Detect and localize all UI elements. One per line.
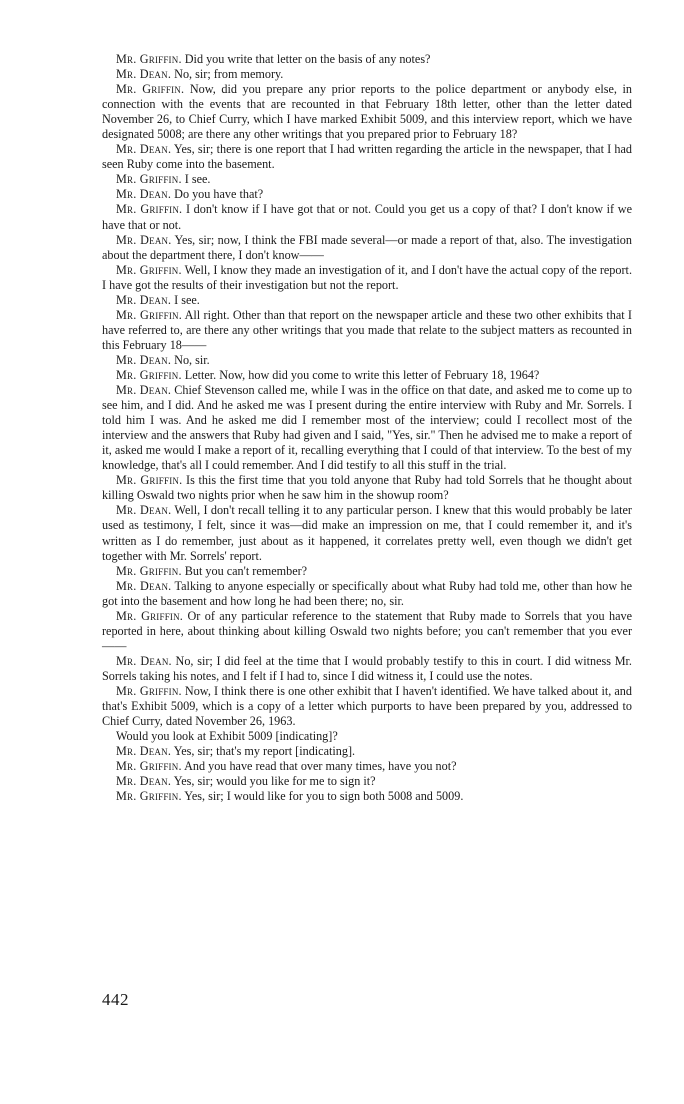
speaker-name: Mr. Griffin.	[116, 789, 182, 804]
transcript-paragraph	[102, 579, 632, 609]
transcript-paragraph	[102, 263, 632, 293]
speaker-name: Mr. Griffin.	[116, 473, 183, 488]
speaker-name: Mr. Dean.	[116, 67, 172, 82]
utterance-text: Now, I think there is one other exhibit that I haven't identified. We have talked about it, and that's Exhibit 5009, which is a copy of a letter which purports to have been prepared by you, addressed to Chief Curry, dated November 26, 1963.	[102, 683, 632, 729]
speaker-name: Mr. Dean.	[116, 653, 172, 668]
transcript-paragraph	[102, 82, 632, 142]
utterance-text: Or of any particular reference to the statement that Ruby made to Sorrels that you have reported in here, about thinking about killing Oswald two nights before; you can't remember that you ever——	[102, 608, 632, 653]
speaker-name: Mr. Dean.	[116, 352, 172, 367]
transcript-paragraph	[102, 759, 632, 774]
transcript-paragraph	[102, 789, 632, 804]
transcript-paragraph	[102, 368, 632, 383]
speaker-name: Mr. Dean.	[116, 578, 172, 593]
speaker-name: Mr. Griffin.	[116, 172, 182, 187]
transcript-paragraph	[102, 503, 632, 563]
speaker-name: Mr. Dean.	[116, 383, 172, 398]
page-number: 442	[102, 990, 129, 1009]
speaker-name: Mr. Griffin.	[116, 262, 182, 277]
utterance-text: Now, did you prepare any prior reports to the police department or anybody else, in connection with the events that are recounted in that February 18th letter, other than the letter dated November 26, to Chief Curry, which I have marked Exhibit 5009, and this interview report, which we have designated 5008; are there any other writings that you prepared prior to February 18?	[102, 82, 632, 142]
utterance-text: Did you write that letter on the basis of any notes?	[181, 52, 431, 66]
utterance-text: No, sir.	[171, 352, 210, 367]
speaker-name: Mr. Dean.	[116, 503, 172, 518]
speaker-name: Mr. Dean.	[116, 142, 172, 157]
utterance-text: Yes, sir; that's my report [indicating].	[171, 744, 356, 759]
utterance-text: Yes, sir; would you like for me to sign it?	[171, 774, 376, 789]
speaker-name: Mr. Dean.	[116, 774, 172, 789]
transcript-paragraph	[102, 353, 632, 368]
speaker-name: Mr. Griffin.	[116, 608, 184, 623]
utterance-text: Do you have that?	[171, 187, 264, 202]
speaker-name: Mr. Dean.	[116, 232, 172, 247]
transcript-paragraph	[102, 187, 632, 202]
utterance-text: And you have read that over many times, have you not?	[181, 759, 457, 774]
transcript-paragraph	[102, 202, 632, 232]
transcript-paragraph	[102, 744, 632, 759]
utterance-text: No, sir; I did feel at the time that I would probably testify to this in court. I did witness Mr. Sorrels taking his notes, and I felt if I had to, since I did witness it, I could use the notes.	[102, 653, 632, 683]
utterance-text: I see.	[181, 172, 211, 187]
utterance-text: Chief Stevenson called me, while I was in the office on that date, and asked me to come up to see him, and I did. And he asked me was I present during the entire interview with Ruby and Mr. Sorrels. I told him I was. And he asked me did I remember most of the interview; could I recollect most of the interview and the answers that Ruby had given and I said, "Yes, sir." Then he advised me to make a report of it, asked me would I make a report of it, recalling everything that I could of that interview. To the best of my knowledge, that's all I could remember. And I did testify to all this stuff in the trial.	[102, 383, 632, 473]
utterance-text: Is this the first time that you told anyone that Ruby had told Sorrels that he thought about killing Oswald two nights prior when he saw him in the showup room?	[102, 473, 632, 503]
transcript-paragraph	[102, 654, 632, 684]
transcript-paragraph	[102, 564, 632, 579]
transcript-paragraph	[102, 729, 632, 744]
speaker-name: Mr. Griffin.	[116, 759, 182, 774]
utterance-text: Would you look at Exhibit 5009 [indicating]?	[116, 729, 338, 744]
utterance-text: Well, I know they made an investigation of it, and I don't have the actual copy of the report. I have got the results of their investigation but not the report.	[102, 262, 632, 292]
speaker-name: Mr. Griffin.	[116, 52, 182, 66]
speaker-name: Mr. Griffin.	[116, 307, 182, 322]
speaker-name: Mr. Dean.	[116, 187, 172, 202]
speaker-name: Mr. Dean.	[116, 292, 172, 307]
transcript-paragraph	[102, 233, 632, 263]
speaker-name: Mr. Griffin.	[116, 367, 182, 382]
speaker-name: Mr. Dean.	[116, 744, 172, 759]
utterance-text: Well, I don't recall telling it to any particular person. I knew that this would probably be later used as testimony, I felt, since it was—did make an impression on me, that I could remember it, and it's written as I do remember, just about as it happened, it correlates pretty well, even though we didn't get together with Mr. Sorrels' report.	[102, 503, 632, 563]
utterance-text: I don't know if I have got that or not. Could you get us a copy of that? I don't know if we have that or not.	[102, 202, 632, 232]
utterance-text: Yes, sir; I would like for you to sign both 5008 and 5009.	[181, 789, 464, 804]
speaker-name: Mr. Griffin.	[116, 683, 182, 698]
utterance-text: Yes, sir; there is one report that I had written regarding the article in the newspaper, that I had seen Ruby come into the basement.	[102, 142, 632, 172]
utterance-text: But you can't remember?	[181, 563, 308, 578]
transcript-paragraph	[102, 172, 632, 187]
transcript-paragraph	[102, 293, 632, 308]
transcript-paragraph	[102, 473, 632, 503]
speaker-name: Mr. Griffin.	[116, 202, 183, 217]
utterance-text: No, sir; from memory.	[171, 67, 284, 82]
transcript-body	[102, 52, 632, 804]
transcript-paragraph	[102, 609, 632, 654]
utterance-text: All right. Other than that report on the newspaper article and these two other exhibits that I have referred to, are there any other writings that you made that relate to the subject matters as recounted in this February 18——	[102, 307, 632, 352]
utterance-text: I see.	[171, 292, 200, 307]
transcript-paragraph	[102, 383, 632, 473]
utterance-text: Yes, sir; now, I think the FBI made several—or made a report of that, also. The investigation about the department there, I don't know——	[102, 232, 632, 262]
utterance-text: Talking to anyone especially or specifically about what Ruby had told me, other than how he got into the basement and how long he had been there; no, sir.	[102, 578, 632, 608]
transcript-paragraph	[102, 774, 632, 789]
transcript-paragraph	[102, 52, 632, 67]
transcript-paragraph	[102, 308, 632, 353]
transcript-paragraph	[102, 684, 632, 729]
utterance-text: Letter. Now, how did you come to write this letter of February 18, 1964?	[181, 367, 540, 382]
speaker-name: Mr. Griffin.	[116, 82, 185, 97]
transcript-paragraph	[102, 67, 632, 82]
transcript-paragraph	[102, 142, 632, 172]
speaker-name: Mr. Griffin.	[116, 563, 182, 578]
